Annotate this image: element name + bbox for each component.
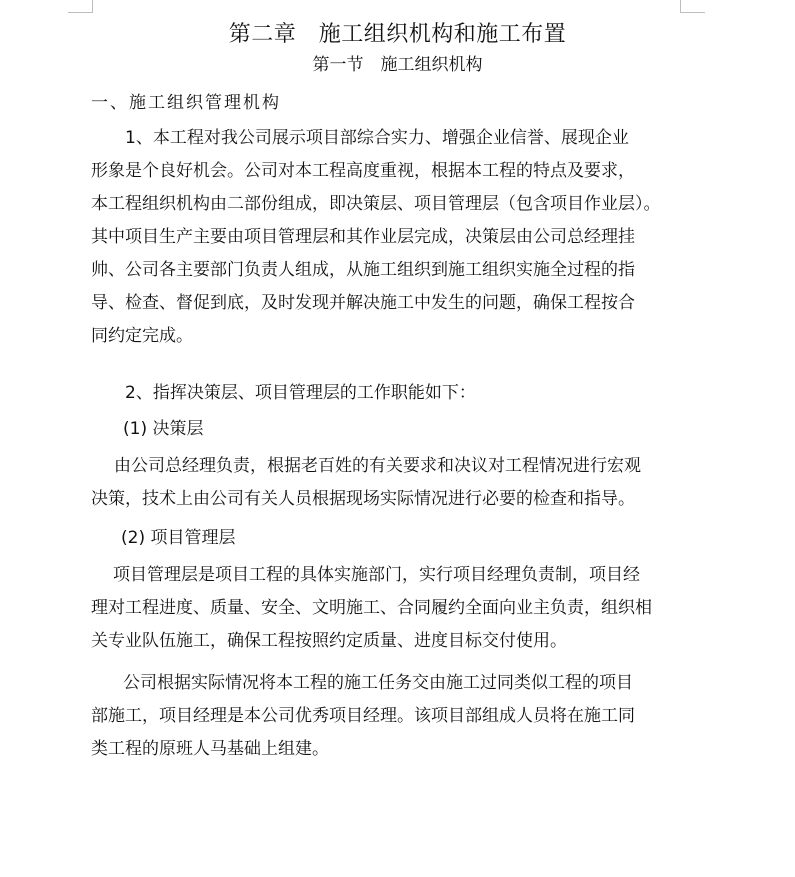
- crop-mark-top-right: [680, 0, 705, 13]
- paragraph-project-management: [91, 559, 691, 658]
- project-management-line: 项目管理层是项目工程的具体实施部门，实行项目经理负责制，项目经: [113, 565, 640, 585]
- paragraph-1-line: 帅、公司各主要部门负责人组成，从施工组织到施工组织实施全过程的指: [91, 260, 635, 280]
- decision-layer-line: 由公司总经理负责，根据老百姓的有关要求和决议对工程情况进行宏观: [114, 456, 641, 476]
- paragraph-last: [91, 667, 691, 766]
- paragraph-1-line: 导、检查、督促到底，及时发现并解决施工中发生的问题，确保工程按合: [91, 293, 635, 313]
- subheading-2-label: (2) 项目管理层: [121, 528, 236, 548]
- paragraph-2: [91, 377, 691, 410]
- paragraph-2-line: 2、指挥决策层、项目管理层的工作职能如下：: [125, 383, 476, 403]
- paragraph-1: [91, 122, 691, 353]
- paragraph-last-line: 部施工，项目经理是本公司优秀项目经理。该项目部组成人员将在施工同: [91, 706, 635, 726]
- crop-mark-top-left: [68, 0, 93, 13]
- subheading-1-label: (1) 决策层: [123, 419, 204, 439]
- project-management-line: 关专业队伍施工，确保工程按照约定质量、进度目标交付使用。: [91, 631, 567, 651]
- project-management-line: 理对工程进度、质量、安全、文明施工、合同履约全面向业主负责，组织相: [91, 598, 652, 618]
- subheading-project-management: [91, 522, 691, 555]
- decision-layer-line: 决策，技术上由公司有关人员根据现场实际情况进行必要的检查和指导。: [91, 489, 635, 509]
- paragraph-last-line: 公司根据实际情况将本工程的施工任务交由施工过同类似工程的项目: [123, 673, 633, 693]
- chapter-title: 第二章 施工组织机构和施工布置: [228, 22, 567, 47]
- section-heading: 一、施工组织管理机构: [91, 93, 281, 113]
- section-title: 第一节 施工组织机构: [312, 55, 483, 75]
- paragraph-decision-layer: [91, 450, 691, 516]
- paragraph-1-line: 形象是个良好机会。公司对本工程高度重视，根据本工程的特点及要求，: [91, 161, 635, 181]
- paragraph-1-line: 本工程组织机构由二部份组成，即决策层、项目管理层（包含项目作业层）。: [91, 194, 661, 214]
- paragraph-1-line: 其中项目生产主要由项目管理层和其作业层完成，决策层由公司总经理挂: [91, 227, 635, 247]
- subheading-decision-layer: [91, 413, 691, 446]
- paragraph-1-line: 1、本工程对我公司展示项目部综合实力、增强企业信誉、展现企业: [125, 128, 629, 148]
- paragraph-1-line: 同约定完成。: [91, 326, 193, 346]
- paragraph-last-line: 类工程的原班人马基础上组建。: [91, 739, 329, 759]
